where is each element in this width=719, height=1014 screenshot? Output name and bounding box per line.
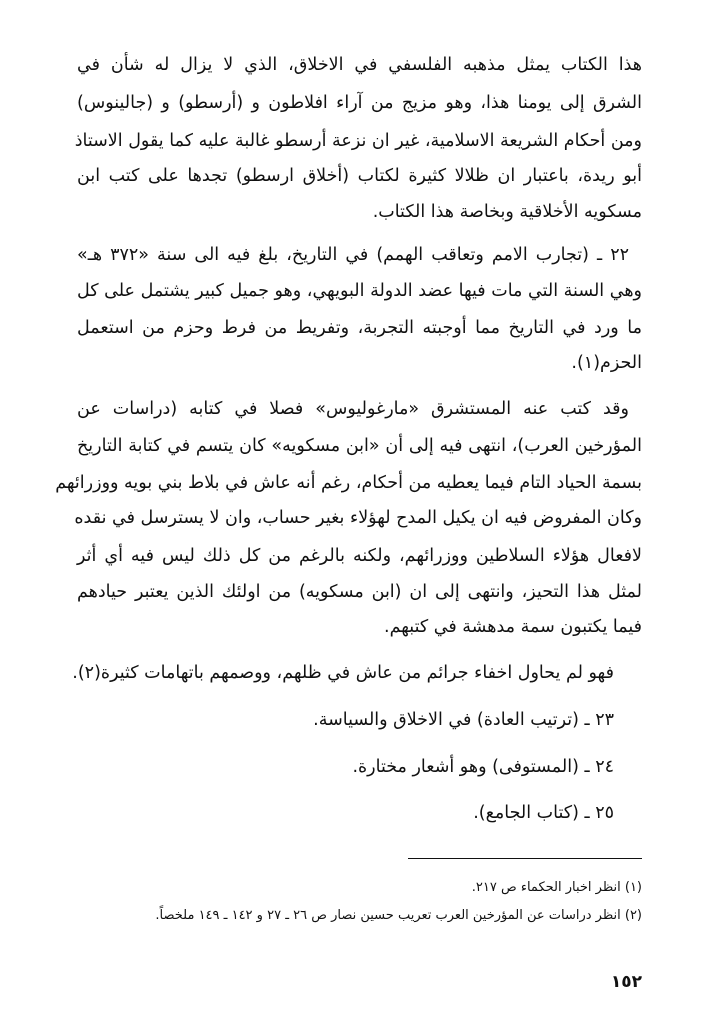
paragraph-1-line-5: مسكويه الأخلاقية وبخاصة هذا الكتاب. [372, 202, 642, 222]
paragraph-2-line-2: وهي السنة التي مات فيها عضد الدولة البويهي، وهو جميل كبير يشتمل على كل [77, 281, 642, 301]
footnote-2: (٢) انظر دراسات عن المؤرخين العرب تعريب حسين نصار ص ٢٦ ـ ٢٧ و ١٤٢ ـ ١٤٩ ملخصاً. [155, 908, 642, 923]
list-item: ٢٣ ـ (ترتيب العادة) في الاخلاق والسياسة. [313, 710, 614, 730]
paragraph-4: فهو لم يحاول اخفاء جرائم من عاش في ظلهم، ووصمهم باتهامات كثيرة(٢). [72, 663, 614, 683]
paragraph-2-line-1: ٢٢ ـ (تجارب الامم وتعاقب الهمم) في التاريخ، بلغ فيه الى سنة «٣٧٢ هـ» [77, 245, 629, 265]
footnote-1: (١) انظر اخبار الحكماء ص ٢١٧. [471, 880, 642, 895]
paragraph-3-line-1: وقد كتب عنه المستشرق «مارغوليوس» فصلا في كتابه (دراسات عن [77, 399, 629, 419]
paragraph-2-line-4: الحزم(١). [571, 353, 642, 373]
paragraph-1-line-3: ومن أحكام الشريعة الاسلامية، غير ان نزعة أرسطو غالبة عليه كما يقول الاستاذ [74, 131, 642, 151]
list-item: ٢٥ ـ (كتاب الجامع). [473, 803, 614, 823]
paragraph-3-line-5: لافعال هؤلاء السلاطين ووزرائهم، ولكنه بالرغم من كل ذلك ليس فيه أي أثر [77, 546, 642, 566]
list-item: ٢٤ ـ (المستوفى) وهو أشعار مختارة. [352, 757, 614, 777]
paragraph-3-line-2: المؤرخين العرب)، انتهى فيه إلى أن «ابن مسكويه» كان يتسم في كتابة التاريخ [77, 436, 642, 456]
paragraph-1-line-4: أبو ريدة، باعتبار ان ظلالا كثيرة لكتاب (أخلاق ارسطو) تجدها على كتب ابن [77, 166, 642, 186]
paragraph-3-line-7: فيما يكتبون سمة مدهشة في كتبهم. [384, 617, 642, 637]
footnote-divider [408, 858, 642, 859]
paragraph-3-line-4: وكان المفروض فيه ان يكيل المدح لهؤلاء بغير حساب، وان لا يسترسل في نقده [74, 508, 642, 528]
paragraph-3-line-6: لمثل هذا التحيز، وانتهى إلى ان (ابن مسكويه) من اولئك الذين يعتبر حيادهم [77, 582, 642, 602]
paragraph-1-line-2: الشرق إلى يومنا هذا، وهو مزيج من آراء افلاطون و (أرسطو) و (جالينوس) [77, 93, 642, 113]
page-number: ١٥٢ [610, 972, 642, 992]
paragraph-2-line-3: ما ورد في التاريخ مما أوجبته التجربة، وتفريط من فرط وحزم من استعمل [77, 318, 642, 338]
paragraph-1-line-1: هذا الكتاب يمثل مذهبه الفلسفي في الاخلاق، الذي لا يزال له شأن في [77, 55, 642, 75]
paragraph-3-line-3: بسمة الحياد التام فيما يعطيه من أحكام، رغم أنه عاش في بلاط بني بويه ووزرائهم [55, 473, 642, 493]
